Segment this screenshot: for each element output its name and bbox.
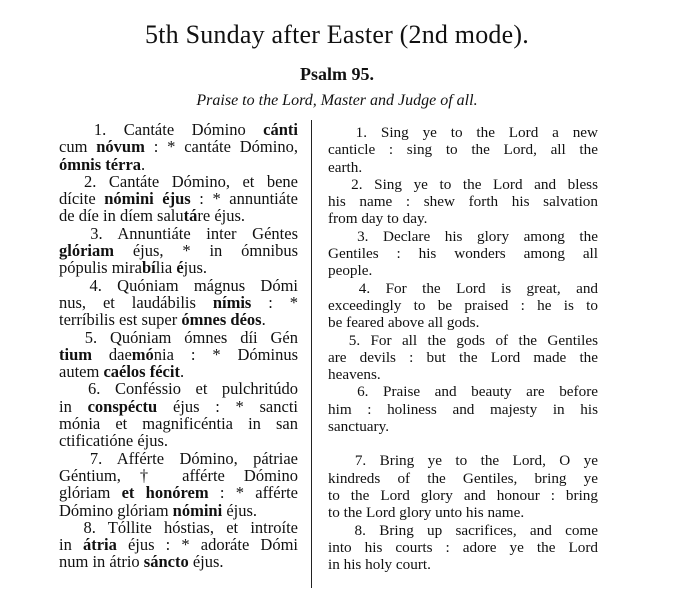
psalm-heading: Psalm 95. (300, 64, 374, 84)
text-run: : * (251, 292, 298, 312)
latin-line (60, 242, 298, 259)
accented-syllable: nómini éjus (104, 189, 191, 209)
latin-verse (60, 173, 298, 225)
text-run: . (141, 154, 146, 174)
verse-number: 3. (328, 227, 383, 245)
english-column (328, 124, 598, 573)
latin-line (60, 225, 298, 242)
latin-verse (60, 277, 298, 329)
latin-line (60, 156, 298, 173)
english-line (328, 314, 598, 331)
page-title: 5th Sunday after Easter (2nd mode). (145, 20, 529, 49)
latin-verse (60, 380, 298, 449)
verse-number: 4. (328, 279, 386, 297)
text-run: Dómino glóriam (59, 500, 173, 520)
english-line (328, 262, 598, 279)
verse-number: 5. (59, 327, 110, 347)
text-run: heavens. (328, 366, 381, 384)
accented-syllable: et honórem (121, 483, 209, 503)
text-run: kindreds of the Gentiles, bring ye (328, 469, 598, 487)
text-run: nus, et laudábilis (59, 292, 213, 312)
text-run: éjus. (188, 552, 224, 572)
text-run: . (179, 362, 185, 382)
verse-number: 4. (59, 275, 118, 295)
text-run: Praise and beauty are before (383, 383, 598, 401)
accented-syllable: caélos fécit (103, 362, 180, 382)
english-verse (328, 176, 598, 228)
english-verse (328, 452, 598, 521)
text-run: are devils : but the Lord made the (328, 348, 598, 366)
english-line (328, 245, 598, 262)
accented-syllable: sáncto (143, 552, 189, 572)
text-run: from day to day. (328, 210, 428, 228)
text-run: be feared above all gods. (328, 314, 480, 332)
latin-line (60, 450, 298, 467)
english-verse (328, 332, 598, 384)
english-verse (328, 280, 598, 332)
text-run: terríbilis est super (59, 310, 182, 330)
verse-number: 1. (328, 124, 381, 141)
accented-syllable: glóriam (59, 241, 114, 261)
accented-syllable: tium (59, 344, 92, 364)
text-run: Sing ye to the Lord and bless (374, 175, 599, 193)
english-line (328, 159, 598, 176)
latin-verse (60, 519, 298, 571)
text-run: . (261, 310, 266, 330)
accented-syllable: é (176, 258, 184, 278)
text-run: éjus : * sancti (157, 396, 298, 416)
text-run: Conféssio et pulchritúdo (114, 379, 299, 399)
verse-spacer (328, 435, 598, 452)
latin-line (60, 329, 298, 346)
latin-line (60, 553, 298, 570)
english-verse (328, 522, 598, 574)
accented-syllable: mó (131, 344, 154, 364)
latin-line (60, 121, 298, 138)
latin-column (60, 121, 298, 571)
latin-line (60, 519, 298, 536)
latin-line (60, 207, 298, 224)
english-line (328, 366, 598, 383)
text-run: Quóniam mágnus Dómi (117, 275, 298, 295)
text-run: autem (59, 362, 104, 382)
text-run: in his holy court. (328, 556, 431, 574)
english-line (328, 349, 598, 366)
english-line (328, 176, 598, 193)
text-run: Géntium, † afférte Dómino (59, 465, 298, 485)
english-verse (328, 383, 598, 435)
english-line (328, 522, 598, 539)
text-run: lia (155, 258, 177, 278)
text-run: earth. (328, 158, 363, 176)
text-run: de díe in díem salu (59, 206, 184, 226)
english-line (328, 228, 598, 245)
latin-line (60, 380, 298, 397)
verse-number: 1. (59, 120, 124, 139)
latin-line (60, 259, 298, 276)
latin-line (60, 346, 298, 363)
verse-number: 2. (59, 171, 109, 191)
text-run: ctificatióne (59, 431, 134, 451)
verse-number: 5. (328, 331, 371, 349)
text-run: cum (59, 137, 97, 157)
text-run: éjus. (133, 431, 169, 451)
latin-line (60, 311, 298, 328)
text-run: mónia et magnificéntia in san (59, 414, 298, 434)
text-run: Bring up sacrifices, and come (379, 521, 598, 539)
verse-number: 7. (328, 452, 380, 470)
latin-verse (60, 329, 298, 381)
text-run: éjus, * in ómnibus (114, 241, 298, 261)
text-run: to the Lord glory and honour : bring (328, 486, 598, 504)
english-line (328, 280, 598, 297)
latin-line (60, 173, 298, 190)
english-line (328, 487, 598, 504)
english-verse (328, 228, 598, 280)
text-run: in (59, 535, 83, 555)
accented-syllable: ómnis térra (59, 154, 142, 174)
text-run: Afférte Dómino, pátriae (116, 448, 298, 468)
text-run: Bring ye to the Lord, O ye (379, 452, 599, 470)
english-verse (328, 124, 598, 176)
latin-line (60, 432, 298, 449)
text-run: For all the gods of the Gentiles (370, 331, 599, 349)
text-run: dae (92, 344, 132, 364)
text-run: to the Lord glory unto his name. (328, 504, 525, 522)
text-run: Tóllite hóstias, et introíte (107, 517, 298, 537)
latin-line (60, 415, 298, 432)
english-line (328, 332, 598, 349)
latin-verse (60, 225, 298, 277)
text-run: : * afférte (208, 483, 298, 503)
text-run: him : holiness and majesty in his (328, 400, 598, 418)
english-line (328, 383, 598, 400)
text-run: pópulis mira (59, 258, 142, 278)
latin-line (60, 363, 298, 380)
english-line (328, 401, 598, 418)
english-line (328, 124, 598, 141)
english-line (328, 418, 598, 435)
english-line (328, 556, 598, 573)
text-run: Annuntiáte inter Géntes (117, 223, 298, 243)
text-run: re éjus. (197, 206, 246, 226)
text-run: éjus. (222, 500, 258, 520)
english-line (328, 210, 598, 227)
latin-line (60, 502, 298, 519)
psalm-subtitle: Praise to the Lord, Master and Judge of all. (196, 92, 478, 109)
latin-line (60, 484, 298, 501)
accented-syllable: conspéctu (87, 396, 158, 416)
text-run: his name : shew forth his salvation (328, 193, 598, 211)
accented-syllable: bí (141, 258, 156, 278)
english-line (328, 452, 598, 469)
text-run: canticle : sing to the Lord, all the (328, 141, 598, 159)
text-run: nia : * Dóminus (153, 344, 298, 364)
text-run: Declare his glory among the (382, 227, 598, 245)
verse-number: 2. (328, 175, 375, 193)
latin-verse (60, 121, 298, 173)
accented-syllable: tá (183, 206, 198, 226)
text-run: sanctuary. (328, 418, 390, 436)
latin-line (60, 398, 298, 415)
verse-number: 6. (328, 383, 383, 401)
english-line (328, 504, 598, 521)
english-line (328, 193, 598, 210)
text-run: jus. (183, 258, 208, 278)
accented-syllable: cánti (263, 120, 299, 139)
accented-syllable: nóvum (96, 137, 145, 157)
text-run: dícite (59, 189, 105, 209)
english-line (328, 297, 598, 314)
latin-line (60, 536, 298, 553)
text-run: into his courts : adore ye the Lord (328, 538, 598, 556)
verse-number: 3. (59, 223, 118, 243)
text-run: num in átrio (59, 552, 144, 572)
latin-line (60, 277, 298, 294)
accented-syllable: átria (82, 535, 117, 555)
accented-syllable: nímis (212, 292, 252, 312)
latin-line (60, 294, 298, 311)
latin-line (60, 138, 298, 155)
verse-number: 8. (59, 517, 108, 537)
column-divider (311, 120, 312, 588)
english-line (328, 470, 598, 487)
english-line (328, 141, 598, 158)
latin-line (60, 190, 298, 207)
english-line (328, 539, 598, 556)
accented-syllable: nómini (172, 500, 223, 520)
text-run: exceedingly to be praised : he is to (328, 296, 598, 314)
text-run: in (59, 396, 88, 416)
latin-line (60, 467, 298, 484)
text-run: Cantáte Dómino, et bene (108, 171, 298, 191)
text-run: Gentiles : his wonders among all (328, 245, 598, 263)
accented-syllable: ómnes déos (181, 310, 262, 330)
latin-verse (60, 450, 298, 519)
verse-number: 7. (59, 448, 117, 468)
text-run: : * annuntiáte (190, 189, 298, 209)
text-run: Cantáte Dómino (123, 120, 264, 139)
text-run: Sing ye to the Lord a new (380, 124, 599, 141)
text-run: : * cantáte Dómino, (144, 137, 298, 157)
text-run: For the Lord is great, and (385, 279, 599, 297)
text-run: Quóniam ómnes díi Gén (109, 327, 298, 347)
verse-number: 8. (328, 521, 380, 539)
verse-number: 6. (59, 379, 115, 399)
text-run: glóriam (59, 483, 122, 503)
text-run: éjus : * adoráte Dómi (116, 535, 298, 555)
text-run: people. (328, 262, 373, 280)
